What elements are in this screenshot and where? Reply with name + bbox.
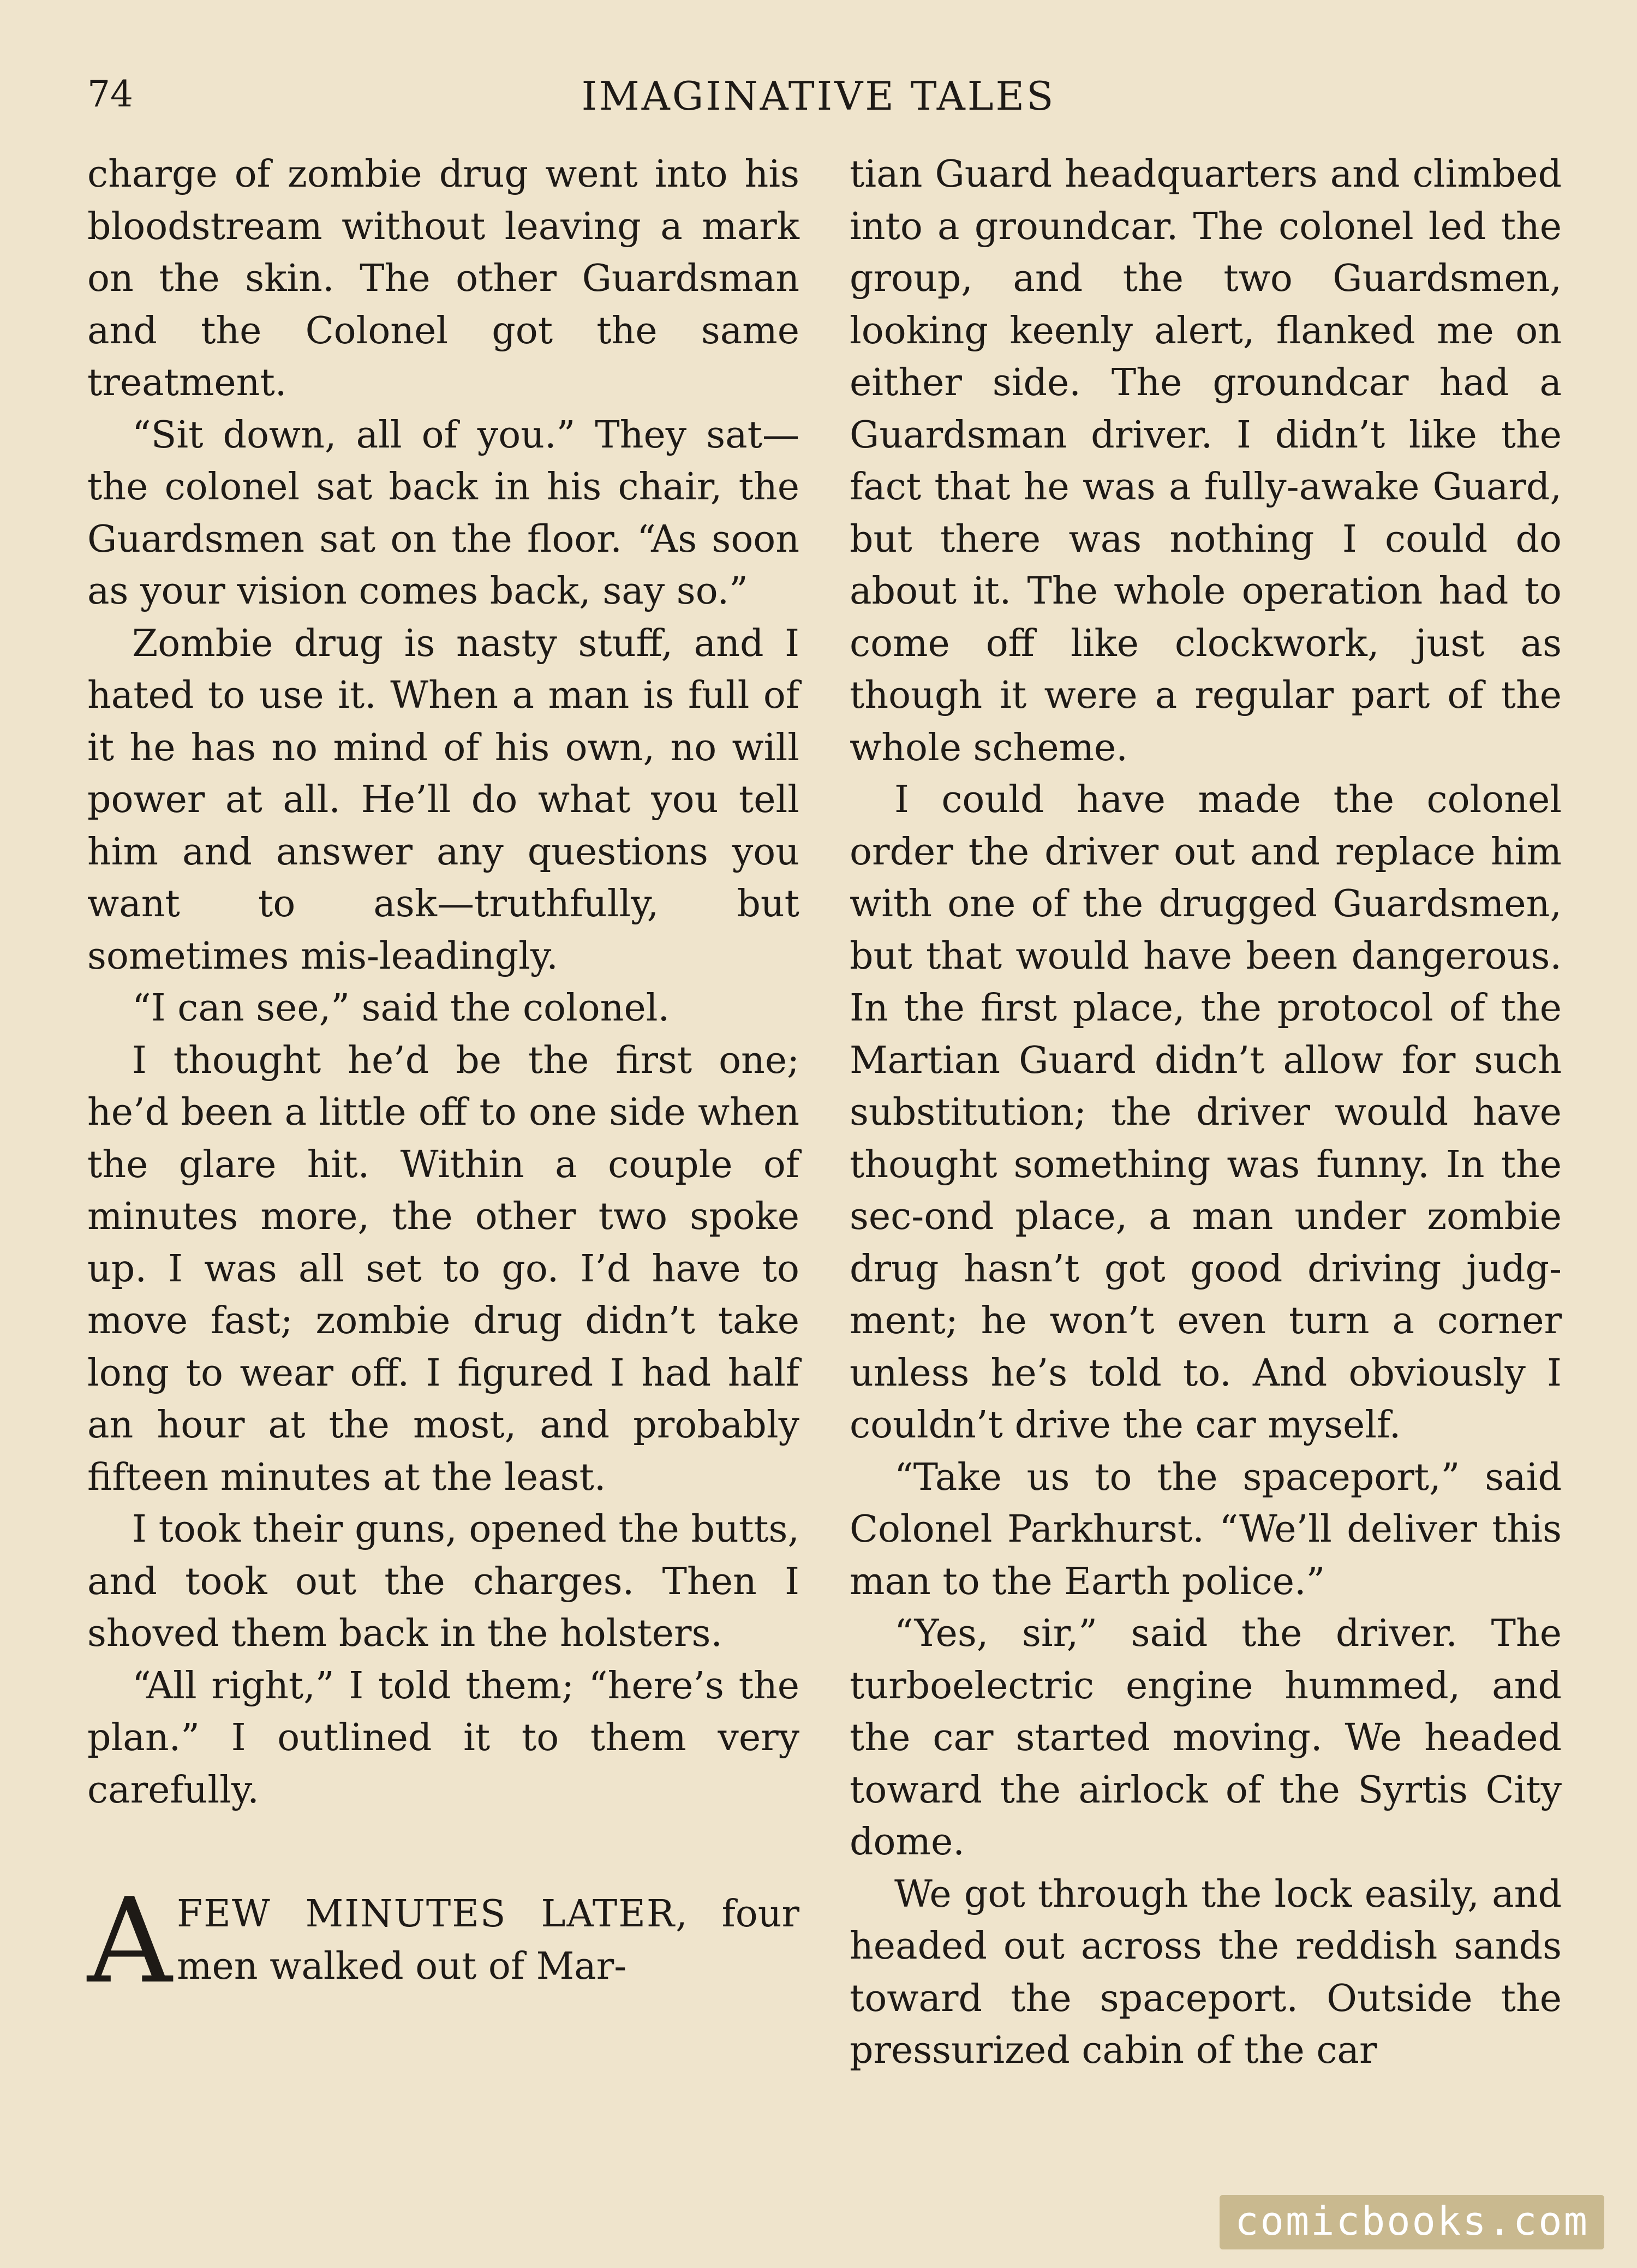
section-lead-in: FEW MINUTES LATER, (177, 1893, 689, 1936)
paragraph: I thought he’d be the first one; he’d been a little off to one side when the glare hit. Within a couple of minutes more, the other two spoke up. I was all set to go. I’d have to move fast; zombie drug didn’t take long to wear off. I figured I had half an hour at the most, and probably fifteen minutes at the least. (87, 1038, 799, 1499)
section-opening (87, 1872, 800, 2009)
paragraph: Zombie drug is nasty stuff, and I hated to use it. When a man is full of it he has no mind of his own, no will power at all. He’ll do what you tell him and answer any questions you want to ask—truthfully, but sometimes mis-leadingly. (87, 622, 799, 978)
right-column (850, 148, 1562, 2077)
paragraph: We got through the lock easily, and headed out across the reddish sands toward the spaceport. Outside the pressurized cabin of the car (850, 1872, 1562, 2072)
paragraph: “I can see,” said the colonel. (132, 987, 670, 1030)
magazine-title: IMAGINATIVE TALES (581, 73, 1056, 119)
running-header (87, 65, 1550, 126)
paragraph: I took their guns, opened the butts, and took out the charges. Then I shoved them back in the holsters. (87, 1508, 799, 1655)
paragraph: “All right,” I told them; “here’s the plan.” I outlined it to them very carefully. (87, 1664, 799, 1812)
paragraph: I could have made the colonel order the driver out and replace him with one of the drugged Guardsmen, but that would have been dangerous. In the first place, the protocol of the Martian Guard didn’t allow for such substitution; the driver would have thought something was funny. In the sec-ond place, a man under zombie drug hasn’t got good driving judg-ment; he won’t even turn a corner unless he’s told to. And obviously I couldn’t drive the car myself. (850, 778, 1562, 1447)
paragraph: “Sit down, all of you.” They sat—the colonel sat back in his chair, the Guardsmen sat on the floor. “As soon as your vision comes back, say so.” (87, 413, 799, 613)
drop-cap: A (87, 1872, 172, 2009)
page-number: 74 (87, 73, 133, 115)
section-text: four men walked out of Mar- (177, 1893, 800, 1988)
paragraph: charge of zombie drug went into his bloodstream without leaving a mark on the skin. The other Guardsman and the Colonel got the same treatment. (87, 153, 799, 404)
paragraph: tian Guard headquarters and climbed into a groundcar. The colonel led the group, and the two Guardsmen, looking keenly alert, flanked me on either side. The groundcar had a Guardsman driver. I didn’t like the fact that he was a fully-awake Guard, but there was nothing I could do about it. The whole operation had to come off like clockwork, just as though it were a regular part of the whole scheme. (850, 153, 1562, 769)
left-column (87, 148, 800, 2009)
watermark: comicbooks.com (1220, 2195, 1604, 2249)
paragraph: “Take us to the spaceport,” said Colonel Parkhurst. “We’ll deliver this man to the Earth police.” (850, 1455, 1562, 1603)
paragraph: “Yes, sir,” said the driver. The turboelectric engine hummed, and the car started moving. We headed toward the airlock of the Syrtis City dome. (850, 1612, 1562, 1864)
